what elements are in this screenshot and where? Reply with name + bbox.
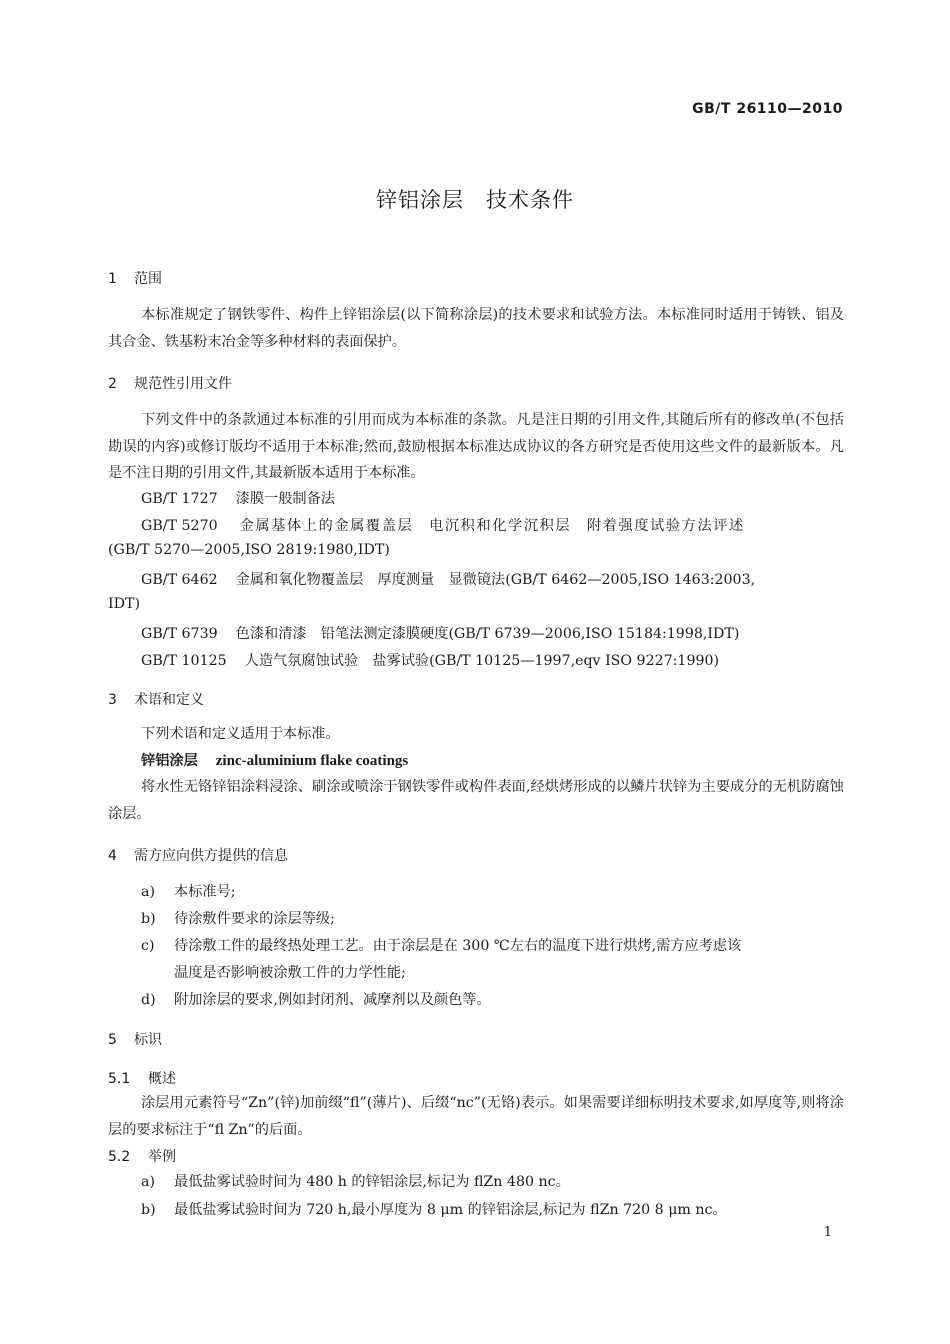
section-1-heading — [108, 268, 162, 288]
list-item — [141, 1171, 570, 1191]
page-number: 1 — [823, 1225, 832, 1240]
reference-code: GB/T 5270 — [141, 518, 218, 534]
section-4-heading — [108, 845, 288, 865]
standard-number: GB/T 26110—2010 — [692, 101, 843, 117]
section-2-heading — [108, 373, 232, 393]
subsection-5-2-heading — [108, 1146, 176, 1166]
section-5-heading — [108, 1029, 162, 1049]
list-text: 待涂敷工件的最终热处理工艺。由于涂层是在 300 ℃左右的温度下进行烘烤,需方应考虑该 — [174, 938, 742, 954]
reference-item — [141, 488, 335, 508]
subsection-5-1-paragraph: 涂层用元素符号“Zn”(锌)加前缀“fl”(薄片)、后缀“nc”(无铬)表示。如果需要详细标明技术要求,如厚度等,则将涂层的要求标注于“fl Zn”的后面。 — [108, 1095, 844, 1138]
section-1-paragraph: 本标准规定了钢铁零件、构件上锌铝涂层(以下简称涂层)的技术要求和试验方法。本标准同时适用于铸铁、铝及其合金、铁基粉末冶金等多种材料的表面保护。 — [108, 307, 844, 350]
list-label: d) — [141, 992, 156, 1008]
section-number: 1 — [108, 271, 117, 287]
list-label: a) — [141, 1174, 155, 1190]
list-label: b) — [141, 1202, 156, 1218]
list-text: 待涂敷件要求的涂层等级; — [174, 911, 335, 927]
section-title: 需方应向供方提供的信息 — [134, 848, 288, 864]
reference-code: GB/T 6462 — [141, 572, 218, 588]
section-number: 5.2 — [108, 1149, 131, 1165]
reference-code: GB/T 10125 — [141, 653, 227, 669]
reference-title: 人造气氛腐蚀试验 盐雾试验(GB/T 10125—1997,eqv ISO 9227:1990) — [244, 653, 720, 669]
list-item — [141, 908, 335, 928]
reference-continuation: IDT) — [108, 596, 140, 612]
reference-code: GB/T 1727 — [141, 491, 218, 507]
list-item — [141, 881, 236, 901]
reference-item — [141, 569, 755, 589]
list-item — [141, 989, 491, 1009]
term-definition: 将水性无铬锌铝涂料浸涂、刷涂或喷涂于钢铁零件或构件表面,经烘烤形成的以鳞片状锌为主要成分的无机防腐蚀涂层。 — [108, 779, 844, 822]
section-3-heading — [108, 689, 204, 709]
subsection-5-1-heading — [108, 1068, 176, 1088]
term-english: zinc-aluminium flake coatings — [215, 753, 409, 769]
section-number: 3 — [108, 692, 117, 708]
list-item — [141, 1199, 727, 1219]
list-label: b) — [141, 911, 156, 927]
list-label: c) — [141, 938, 155, 954]
section-3-intro: 下列术语和定义适用于本标准。 — [141, 726, 340, 742]
reference-item — [141, 515, 745, 535]
term-chinese: 锌铝涂层 — [141, 753, 198, 769]
section-number: 4 — [108, 848, 117, 864]
section-title: 概述 — [148, 1071, 176, 1087]
section-title: 术语和定义 — [134, 692, 204, 708]
list-text: 本标准号; — [174, 884, 236, 900]
reference-continuation: (GB/T 5270—2005,ISO 2819:1980,IDT) — [108, 542, 390, 558]
reference-code: GB/T 6739 — [141, 626, 218, 642]
list-item — [141, 935, 741, 955]
section-number: 5.1 — [108, 1071, 131, 1087]
section-title: 范围 — [134, 271, 162, 287]
reference-item — [141, 650, 719, 670]
list-label: a) — [141, 884, 155, 900]
page-title: 锌铝涂层 技术条件 — [376, 188, 574, 212]
section-number: 2 — [108, 376, 117, 392]
reference-title: 色漆和清漆 铅笔法测定漆膜硬度(GB/T 6739—2006,ISO 15184:1998,IDT) — [235, 626, 740, 642]
section-number: 5 — [108, 1032, 117, 1048]
section-title: 标识 — [134, 1032, 162, 1048]
section-title: 规范性引用文件 — [134, 376, 232, 392]
term-heading — [141, 750, 408, 770]
section-title: 举例 — [148, 1149, 176, 1165]
list-text: 附加涂层的要求,例如封闭剂、减摩剂以及颜色等。 — [174, 992, 491, 1008]
reference-title: 金属基体上的金属覆盖层 电沉积和化学沉积层 附着强度试验方法评述 — [239, 518, 745, 534]
list-continuation: 温度是否影响被涂敷工件的力学性能; — [174, 965, 406, 981]
section-2-paragraph: 下列文件中的条款通过本标准的引用而成为本标准的条款。凡是注日期的引用文件,其随后所有的修改单(不包括勘误的内容)或修订版均不适用于本标准;然而,鼓励根据本标准达成协议的各方研究是否使用这些文件的最新版本。凡是不注日期的引用文件,其最新版本适用于本标准。 — [108, 412, 844, 481]
list-text: 最低盐雾试验时间为 720 h,最小厚度为 8 μm 的锌铝涂层,标记为 flZn 720 8 μm nc。 — [174, 1202, 727, 1218]
reference-title: 金属和氧化物覆盖层 厚度测量 显微镜法(GB/T 6462—2005,ISO 1463:2003, — [235, 572, 756, 588]
list-text: 最低盐雾试验时间为 480 h 的锌铝涂层,标记为 flZn 480 nc。 — [174, 1174, 570, 1190]
reference-item — [141, 623, 739, 643]
reference-title: 漆膜一般制备法 — [235, 491, 335, 507]
